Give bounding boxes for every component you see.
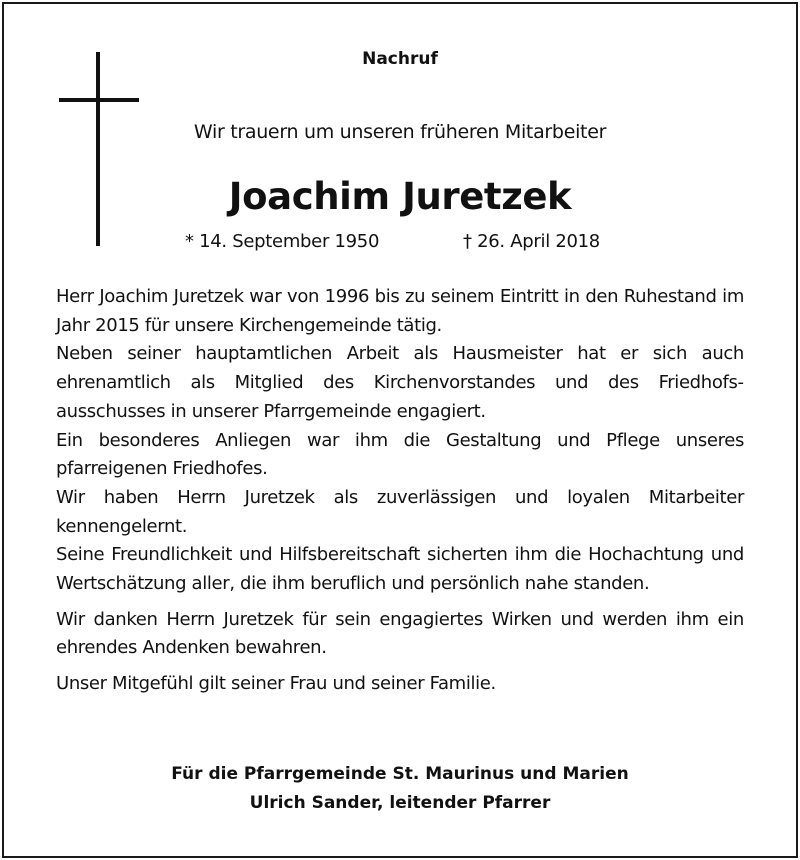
notice-body (56, 283, 744, 699)
deceased-name: Joachim Juretzek (228, 175, 572, 218)
paragraph-condolence: Unser Mitgefühl gilt seiner Frau und seiner Familie. (56, 673, 496, 695)
paragraph-service: Herr Joachim Juretzek war von 1996 bis zu seinem Eintritt in den Ruhestand im Jahr 2015 für unsere Kirchengemeinde tätig. (56, 286, 744, 336)
cross-icon-horizontal-bar (59, 98, 139, 102)
paragraph-volunteer: Neben seiner hauptamtlichen Arbeit als Hausmeister hat er sich auch ehrenamtlich als Mitglied des Kirchenvorstandes und des Friedhofsausschusses in unserer Pfarrgemeinde engagiert. (56, 343, 744, 422)
notice-heading: Nachruf (362, 49, 438, 69)
paragraph-thanks: Wir danken Herrn Juretzek für sein engagiertes Wirken und werden ihm ein ehrendes Andenken bewahren. (56, 608, 744, 659)
intro-line: Wir trauern um unseren früheren Mitarbeiter (193, 121, 607, 143)
paragraph-loyal: Wir haben Herrn Juretzek als zuverlässigen und loyalen Mitarbeiter kennengelernt. (56, 486, 744, 537)
paragraph-kindness: Seine Freundlichkeit und Hilfsbereitschaft sicherten ihm die Hochachtung und Wertschätzung aller, die ihm beruflich und persönlich nahe standen. (56, 544, 744, 595)
paragraph-cemetery: Ein besonderes Anliegen war ihm die Gestaltung und Pflege unseres pfarreigenen Friedhofes. (56, 429, 744, 480)
signature-parish: Für die Pfarrgemeinde St. Maurinus und Marien (171, 764, 629, 784)
signature-block (0, 760, 800, 818)
signature-pastor: Ulrich Sander, leitender Pfarrer (249, 793, 551, 813)
birth-date: * 14. September 1950 (185, 231, 380, 252)
death-date: † 26. April 2018 (463, 231, 600, 252)
